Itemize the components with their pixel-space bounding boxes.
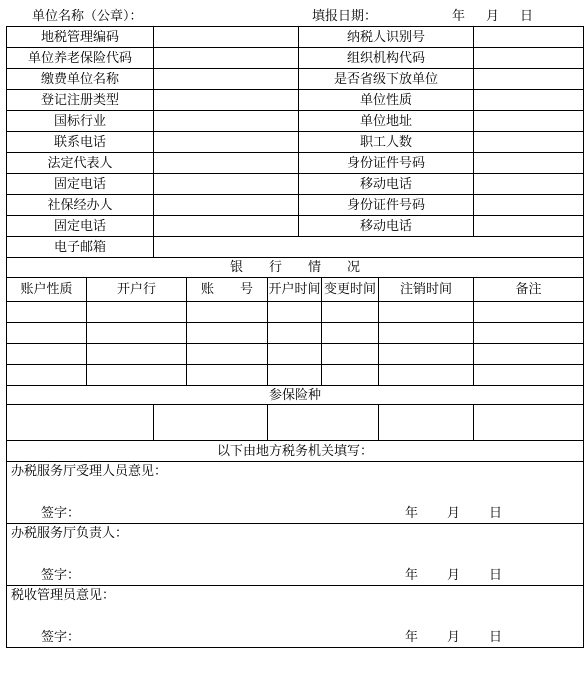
bank-cell[interactable]	[7, 302, 87, 323]
opinion-title: 办税服务厅负责人：	[11, 526, 129, 541]
info-value-left[interactable]	[154, 48, 299, 69]
info-label-left: 地税管理编码	[7, 27, 154, 48]
opinion-row	[7, 462, 584, 524]
info-label-left: 法定代表人	[7, 153, 154, 174]
info-value-right[interactable]	[474, 69, 584, 90]
bank-title-row	[7, 258, 584, 278]
bank-cell[interactable]	[379, 344, 474, 365]
tax-office-title: 以下由地方税务机关填写：	[7, 441, 584, 462]
bank-cell[interactable]	[87, 323, 187, 344]
email-row	[7, 237, 584, 258]
info-label-right: 移动电话	[299, 216, 474, 237]
info-label-right: 组织机构代码	[299, 48, 474, 69]
bank-cell[interactable]	[268, 365, 322, 386]
day-label: 日	[489, 630, 503, 645]
info-row	[7, 195, 584, 216]
info-row	[7, 174, 584, 195]
info-value-left[interactable]	[154, 27, 299, 48]
info-value-right[interactable]	[474, 111, 584, 132]
bank-col-open-time: 开户时间	[268, 278, 322, 302]
bank-cell[interactable]	[187, 323, 268, 344]
sign-label: 签字：	[41, 630, 81, 645]
bank-col-account-no: 账 号	[187, 278, 268, 302]
bank-cell[interactable]	[87, 302, 187, 323]
info-label-right: 是否省级下放单位	[299, 69, 474, 90]
bank-cell[interactable]	[87, 344, 187, 365]
info-value-left[interactable]	[154, 69, 299, 90]
opinion-cell[interactable]	[7, 462, 584, 524]
bank-col-change-time: 变更时间	[322, 278, 379, 302]
bank-cell[interactable]	[379, 323, 474, 344]
info-label-left: 固定电话	[7, 216, 154, 237]
info-label-left: 固定电话	[7, 174, 154, 195]
insurance-title-row	[7, 386, 584, 405]
email-value[interactable]	[154, 237, 584, 258]
info-value-left[interactable]	[154, 90, 299, 111]
header-year-label: 年	[452, 9, 466, 24]
info-row	[7, 69, 584, 90]
year-label: 年	[405, 630, 419, 645]
info-value-right[interactable]	[474, 174, 584, 195]
opinion-cell[interactable]	[7, 524, 584, 586]
opinion-row	[7, 586, 584, 648]
email-label: 电子邮箱	[7, 237, 154, 258]
bank-cell[interactable]	[7, 323, 87, 344]
info-value-right[interactable]	[474, 216, 584, 237]
insurance-cell[interactable]	[474, 405, 584, 441]
bank-section-title: 银 行 情 况	[7, 258, 584, 278]
insurance-row	[7, 405, 584, 441]
info-value-right[interactable]	[474, 90, 584, 111]
info-label-left: 缴费单位名称	[7, 69, 154, 90]
info-value-right[interactable]	[474, 195, 584, 216]
sign-label: 签字：	[41, 568, 81, 583]
opinion-row	[7, 524, 584, 586]
month-label: 月	[447, 630, 461, 645]
opinion-cell[interactable]	[7, 586, 584, 648]
bank-row	[7, 344, 584, 365]
header-day-label: 日	[520, 9, 534, 24]
bank-cell[interactable]	[7, 365, 87, 386]
bank-cell[interactable]	[474, 302, 584, 323]
info-label-left: 联系电话	[7, 132, 154, 153]
info-row	[7, 27, 584, 48]
sign-label: 签字：	[41, 506, 81, 521]
registration-form-table	[6, 26, 584, 648]
info-label-right: 身份证件号码	[299, 195, 474, 216]
bank-cell[interactable]	[322, 344, 379, 365]
month-label: 月	[447, 506, 461, 521]
info-row	[7, 216, 584, 237]
year-label: 年	[405, 568, 419, 583]
insurance-cell[interactable]	[268, 405, 379, 441]
header-month-label: 月	[486, 9, 500, 24]
tax-office-title-row	[7, 441, 584, 462]
info-value-left[interactable]	[154, 153, 299, 174]
bank-header-row	[7, 278, 584, 302]
bank-cell[interactable]	[322, 302, 379, 323]
info-row	[7, 90, 584, 111]
insurance-section-title: 参保险种	[7, 386, 584, 405]
bank-cell[interactable]	[268, 302, 322, 323]
bank-cell[interactable]	[322, 365, 379, 386]
bank-cell[interactable]	[474, 323, 584, 344]
info-label-left: 国标行业	[7, 111, 154, 132]
info-label-right: 单位性质	[299, 90, 474, 111]
unit-name-label: 单位名称（公章）：	[32, 9, 143, 24]
bank-cell[interactable]	[322, 323, 379, 344]
opinion-title: 办税服务厅受理人员意见：	[11, 464, 168, 479]
bank-cell[interactable]	[379, 365, 474, 386]
form-header	[0, 0, 587, 26]
bank-row	[7, 302, 584, 323]
info-value-left[interactable]	[154, 111, 299, 132]
insurance-cell[interactable]	[7, 405, 154, 441]
bank-cell[interactable]	[268, 323, 322, 344]
day-label: 日	[489, 506, 503, 521]
info-label-right: 职工人数	[299, 132, 474, 153]
info-label-right: 纳税人识别号	[299, 27, 474, 48]
info-label-left: 社保经办人	[7, 195, 154, 216]
bank-row	[7, 323, 584, 344]
info-value-left[interactable]	[154, 174, 299, 195]
bank-col-bank: 开户行	[87, 278, 187, 302]
info-value-right[interactable]	[474, 132, 584, 153]
info-row	[7, 132, 584, 153]
year-label: 年	[405, 506, 419, 521]
info-label-right: 单位地址	[299, 111, 474, 132]
bank-row	[7, 365, 584, 386]
bank-cell[interactable]	[474, 344, 584, 365]
info-label-right: 移动电话	[299, 174, 474, 195]
insurance-cell[interactable]	[154, 405, 268, 441]
info-value-right[interactable]	[474, 48, 584, 69]
bank-cell[interactable]	[187, 365, 268, 386]
month-label: 月	[447, 568, 461, 583]
info-label-right: 身份证件号码	[299, 153, 474, 174]
insurance-cell[interactable]	[379, 405, 474, 441]
bank-col-account-type: 账户性质	[7, 278, 87, 302]
info-label-left: 单位养老保险代码	[7, 48, 154, 69]
info-row	[7, 111, 584, 132]
bank-cell[interactable]	[474, 365, 584, 386]
info-value-left[interactable]	[154, 132, 299, 153]
bank-cell[interactable]	[87, 365, 187, 386]
info-row	[7, 153, 584, 174]
bank-cell[interactable]	[7, 344, 87, 365]
info-row	[7, 48, 584, 69]
bank-cell[interactable]	[379, 302, 474, 323]
bank-cell[interactable]	[187, 302, 268, 323]
report-date-label: 填报日期：	[312, 9, 378, 24]
info-value-right[interactable]	[474, 153, 584, 174]
bank-cell[interactable]	[187, 344, 268, 365]
info-label-left: 登记注册类型	[7, 90, 154, 111]
bank-cell[interactable]	[268, 344, 322, 365]
info-value-left[interactable]	[154, 216, 299, 237]
info-value-left[interactable]	[154, 195, 299, 216]
bank-col-cancel-time: 注销时间	[379, 278, 474, 302]
opinion-title: 税收管理员意见：	[11, 588, 116, 603]
day-label: 日	[489, 568, 503, 583]
info-value-right[interactable]	[474, 27, 584, 48]
bank-col-remark: 备注	[474, 278, 584, 302]
